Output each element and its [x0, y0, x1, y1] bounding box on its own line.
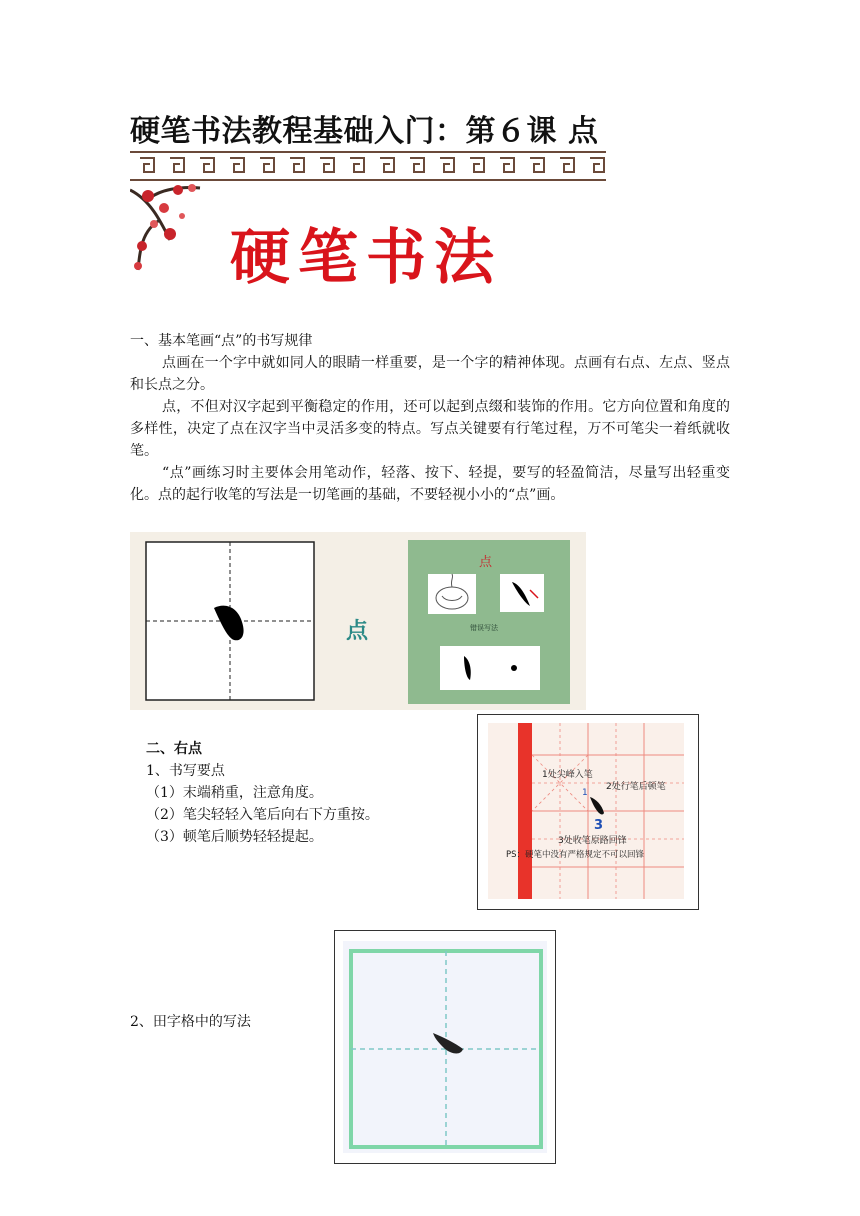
red-margin-bar [518, 723, 532, 899]
panel-title: 点 [479, 555, 493, 570]
annotation-2: 2处行笔后顿笔 [606, 782, 666, 792]
section2-sub2: 2、田字格中的写法 [130, 1014, 251, 1030]
right-dot-annotated-figure [477, 714, 699, 910]
section2-sub1: 1、书写要点 [146, 763, 225, 779]
round-dot-icon [511, 665, 517, 671]
banner-text: 硬笔书法 [230, 223, 502, 293]
annotation-1: 1处尖峰入笔 [542, 770, 593, 780]
banner-image [130, 150, 606, 328]
page-title: 硬笔书法教程基础入门：第６课 点 [130, 114, 599, 149]
dot-stroke-figure [130, 532, 586, 710]
stroke-number-1: 1 [582, 788, 588, 798]
section2-item-2: （2）笔尖轻轻入笔后向右下方重按。 [146, 807, 379, 823]
lattice-border [130, 152, 606, 180]
panel-caption: 错误写法 [470, 624, 498, 632]
section2 [146, 738, 379, 848]
section1-paragraph-1: 点画在一个字中就如同人的眼睛一样重要，是一个字的精神体现。点画有右点、左点、竖点和长点之分。 [130, 355, 730, 393]
stroke-number-3: 3 [594, 818, 604, 833]
annotation-4: PS：硬笔中没有严格规定不可以回锋 [506, 850, 645, 860]
section2-heading: 二、右点 [146, 741, 202, 757]
section2-item-3: （3）顿笔后顺势轻轻提起。 [146, 829, 323, 845]
tianzige-right-dot-figure [334, 930, 556, 1164]
section1-paragraph-3: “点”画练习时主要体会用笔动作，轻落、按下、轻提，要写的轻盈简洁，尽量写出轻重变化。点的起行收笔的写法是一切笔画的基础，不要轻视小小的“点”画。 [130, 465, 730, 503]
center-label: 点 [346, 619, 369, 644]
section1-heading: 一、基本笔画“点”的书写规律 [130, 333, 313, 349]
section2-item-1: （1）末端稍重，注意角度。 [146, 785, 323, 801]
section1-paragraph-2: 点，不但对汉字起到平衡稳定的作用，还可以起到点缀和装饰的作用。它方向位置和角度的多样性，决定了点在汉字当中灵活多变的特点。写点关键要有行笔过程，万不可笔尖一着纸就收笔。 [130, 399, 730, 459]
plum-blossom-icon [130, 184, 200, 270]
annotation-3: 3处收笔原路回锋 [558, 836, 627, 846]
